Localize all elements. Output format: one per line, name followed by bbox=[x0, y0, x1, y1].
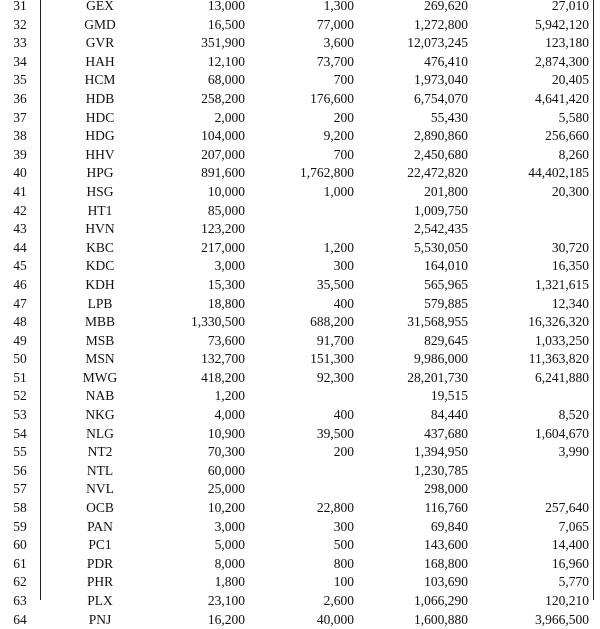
value-col-4 bbox=[471, 462, 592, 481]
ticker-code: NT2 bbox=[87, 444, 113, 460]
value-col-1: 4,000 bbox=[214, 407, 245, 423]
value-col-2: 300 bbox=[333, 518, 354, 534]
value-col-1: 351,900 bbox=[201, 35, 245, 51]
value-col-4: 123,180 bbox=[545, 35, 589, 51]
value-col-2: 100 bbox=[333, 574, 354, 590]
row-number: 64 bbox=[13, 611, 27, 627]
table-right-border bbox=[593, 0, 594, 600]
table-row bbox=[0, 592, 592, 611]
value-col-4: 5,942,120 bbox=[535, 16, 589, 32]
value-col-3: 6,754,070 bbox=[414, 90, 468, 106]
value-col-3: 143,600 bbox=[424, 537, 468, 553]
value-col-3: 28,201,730 bbox=[407, 369, 468, 385]
table-row bbox=[0, 164, 592, 183]
value-col-4: 14,400 bbox=[551, 537, 589, 553]
value-col-4: 256,660 bbox=[545, 128, 589, 144]
value-col-3: 2,450,680 bbox=[414, 146, 468, 162]
ticker-code: HAH bbox=[85, 53, 115, 69]
value-col-4: 1,321,615 bbox=[535, 276, 589, 292]
table-row bbox=[0, 183, 592, 202]
value-col-2: 151,300 bbox=[310, 351, 354, 367]
row-number: 62 bbox=[13, 574, 27, 590]
ticker-code: PLX bbox=[87, 593, 113, 608]
row-number: 55 bbox=[13, 444, 27, 460]
value-col-2 bbox=[248, 220, 357, 239]
value-col-1: 207,000 bbox=[201, 146, 245, 162]
value-col-1: 5,000 bbox=[214, 537, 245, 553]
value-col-2: 91,700 bbox=[316, 332, 354, 348]
value-col-4: 6,241,880 bbox=[535, 369, 589, 385]
value-col-3: 168,800 bbox=[424, 555, 468, 571]
row-number: 51 bbox=[13, 369, 27, 385]
table-row bbox=[0, 313, 592, 332]
value-col-2: 200 bbox=[333, 109, 354, 125]
value-col-1: 70,300 bbox=[207, 444, 245, 460]
value-col-3: 1,600,880 bbox=[414, 611, 468, 627]
value-col-4: 20,405 bbox=[551, 72, 589, 88]
value-col-1: 3,000 bbox=[214, 258, 245, 274]
row-number: 45 bbox=[13, 258, 27, 274]
value-col-3: 31,568,955 bbox=[407, 314, 468, 330]
value-col-3: 476,410 bbox=[424, 53, 468, 69]
row-number: 36 bbox=[13, 90, 27, 106]
row-number: 63 bbox=[13, 593, 27, 608]
value-col-2 bbox=[248, 202, 357, 221]
row-number: 32 bbox=[13, 16, 27, 32]
value-col-3: 12,073,245 bbox=[407, 35, 468, 51]
value-col-3: 19,515 bbox=[430, 388, 468, 404]
table-row bbox=[0, 369, 592, 388]
value-col-3: 437,680 bbox=[424, 425, 468, 441]
value-col-2: 800 bbox=[333, 555, 354, 571]
value-col-3: 84,440 bbox=[430, 407, 468, 423]
value-col-2: 176,600 bbox=[310, 90, 354, 106]
ticker-code: LPB bbox=[87, 295, 113, 311]
value-col-4: 16,350 bbox=[551, 258, 589, 274]
ticker-code: HDG bbox=[85, 128, 115, 144]
row-number: 46 bbox=[13, 276, 27, 292]
value-col-3: 116,760 bbox=[424, 500, 468, 516]
value-col-4 bbox=[471, 387, 592, 406]
row-number: 56 bbox=[13, 462, 27, 478]
table-row bbox=[0, 146, 592, 165]
ticker-code: KBC bbox=[86, 239, 114, 255]
value-col-3: 1,230,785 bbox=[414, 462, 468, 478]
value-col-3: 1,973,040 bbox=[414, 72, 468, 88]
value-col-2 bbox=[248, 462, 357, 481]
value-col-4: 4,641,420 bbox=[535, 90, 589, 106]
value-col-4: 16,960 bbox=[551, 555, 589, 571]
value-col-2: 35,500 bbox=[316, 276, 354, 292]
value-col-4: 44,402,185 bbox=[528, 165, 589, 181]
ticker-code: NKG bbox=[85, 407, 115, 423]
value-col-3: 298,000 bbox=[424, 481, 468, 497]
value-col-1: 15,300 bbox=[207, 276, 245, 292]
value-col-1: 16,200 bbox=[207, 611, 245, 627]
value-col-4: 5,580 bbox=[558, 109, 589, 125]
value-col-1: 25,000 bbox=[207, 481, 245, 497]
value-col-2: 1,300 bbox=[323, 0, 354, 13]
ticker-code: MSN bbox=[85, 351, 115, 367]
value-col-3: 2,890,860 bbox=[414, 128, 468, 144]
row-number: 33 bbox=[13, 35, 27, 51]
value-col-4: 1,604,670 bbox=[535, 425, 589, 441]
value-col-2: 400 bbox=[333, 407, 354, 423]
value-col-3: 164,010 bbox=[424, 258, 468, 274]
row-number: 58 bbox=[13, 500, 27, 516]
value-col-1: 13,000 bbox=[207, 0, 245, 13]
row-number: 54 bbox=[13, 425, 27, 441]
ticker-code: HT1 bbox=[87, 202, 113, 218]
value-col-2: 700 bbox=[333, 72, 354, 88]
table-row bbox=[0, 53, 592, 72]
value-col-4 bbox=[471, 220, 592, 239]
value-col-2 bbox=[248, 480, 357, 499]
row-number: 57 bbox=[13, 481, 27, 497]
ticker-code: HDB bbox=[85, 90, 115, 106]
value-col-2: 1,200 bbox=[323, 239, 354, 255]
value-col-4: 12,340 bbox=[551, 295, 589, 311]
value-col-2: 1,762,800 bbox=[300, 165, 354, 181]
ticker-code: MBB bbox=[84, 314, 115, 330]
value-col-3: 55,430 bbox=[430, 109, 468, 125]
value-col-1: 2,000 bbox=[214, 109, 245, 125]
value-col-3: 1,066,290 bbox=[414, 593, 468, 608]
value-col-3: 22,472,820 bbox=[407, 165, 468, 181]
table-row bbox=[0, 71, 592, 90]
value-col-3: 1,009,750 bbox=[414, 202, 468, 218]
table-row bbox=[0, 555, 592, 574]
ticker-code: HPG bbox=[86, 165, 114, 181]
row-number: 34 bbox=[13, 53, 27, 69]
ticker-code: HSG bbox=[86, 183, 114, 199]
row-number: 40 bbox=[13, 165, 27, 181]
table-row bbox=[0, 16, 592, 35]
table-row bbox=[0, 406, 592, 425]
row-number: 41 bbox=[13, 183, 27, 199]
value-col-1: 891,600 bbox=[201, 165, 245, 181]
value-col-3: 269,620 bbox=[424, 0, 468, 13]
value-col-4: 120,210 bbox=[545, 593, 589, 608]
value-col-2: 3,600 bbox=[323, 35, 354, 51]
row-number: 35 bbox=[13, 72, 27, 88]
row-number: 44 bbox=[13, 239, 27, 255]
value-col-1: 3,000 bbox=[214, 518, 245, 534]
row-number: 31 bbox=[13, 0, 27, 13]
ticker-code: PAN bbox=[87, 518, 113, 534]
table-row bbox=[0, 518, 592, 537]
ticker-code: OCB bbox=[86, 500, 114, 516]
value-col-4: 16,326,320 bbox=[528, 314, 589, 330]
value-col-1: 85,000 bbox=[207, 202, 245, 218]
table-row bbox=[0, 202, 592, 221]
value-col-1: 23,100 bbox=[207, 593, 245, 608]
value-col-2: 200 bbox=[333, 444, 354, 460]
value-col-4: 30,720 bbox=[551, 239, 589, 255]
ticker-code: HDC bbox=[85, 109, 115, 125]
value-col-4 bbox=[471, 480, 592, 499]
value-col-3: 5,530,050 bbox=[414, 239, 468, 255]
ticker-code: PNJ bbox=[88, 611, 112, 627]
value-col-1: 18,800 bbox=[207, 295, 245, 311]
table-row bbox=[0, 239, 592, 258]
value-col-2: 9,200 bbox=[323, 128, 354, 144]
value-col-4: 1,033,250 bbox=[535, 332, 589, 348]
ticker-code: HCM bbox=[84, 72, 116, 88]
value-col-4: 2,874,300 bbox=[535, 53, 589, 69]
value-col-1: 68,000 bbox=[207, 72, 245, 88]
value-col-2: 1,000 bbox=[323, 183, 354, 199]
table-row bbox=[0, 387, 592, 406]
row-number: 61 bbox=[13, 555, 27, 571]
value-col-4: 27,010 bbox=[551, 0, 589, 13]
row-number: 53 bbox=[13, 407, 27, 423]
ticker-code: HVN bbox=[85, 221, 115, 237]
value-col-1: 10,900 bbox=[207, 425, 245, 441]
table-row bbox=[0, 573, 592, 592]
value-col-1: 123,200 bbox=[201, 221, 245, 237]
ticker-code: NLG bbox=[86, 425, 114, 441]
row-number: 38 bbox=[13, 128, 27, 144]
value-col-3: 2,542,435 bbox=[414, 221, 468, 237]
value-col-1: 10,000 bbox=[207, 183, 245, 199]
value-col-3: 1,394,950 bbox=[414, 444, 468, 460]
value-col-2: 73,700 bbox=[316, 53, 354, 69]
ticker-code: NTL bbox=[86, 462, 114, 478]
value-col-1: 258,200 bbox=[201, 90, 245, 106]
value-col-2: 22,800 bbox=[316, 500, 354, 516]
row-number: 47 bbox=[13, 295, 27, 311]
value-col-3: 829,645 bbox=[424, 332, 468, 348]
value-col-3: 201,800 bbox=[424, 183, 468, 199]
value-col-2: 688,200 bbox=[310, 314, 354, 330]
value-col-1: 1,200 bbox=[214, 388, 245, 404]
table-row bbox=[0, 462, 592, 481]
table-row bbox=[0, 34, 592, 53]
value-col-1: 8,000 bbox=[214, 555, 245, 571]
value-col-1: 60,000 bbox=[207, 462, 245, 478]
value-col-1: 10,200 bbox=[207, 500, 245, 516]
ticker-code: GEX bbox=[86, 0, 114, 13]
row-number: 37 bbox=[13, 109, 27, 125]
value-col-1: 16,500 bbox=[207, 16, 245, 32]
value-col-2: 39,500 bbox=[316, 425, 354, 441]
table-row bbox=[0, 0, 592, 16]
ticker-code: MWG bbox=[82, 369, 118, 385]
table-row bbox=[0, 332, 592, 351]
table-row bbox=[0, 499, 592, 518]
row-number: 60 bbox=[13, 537, 27, 553]
ticker-code: PDR bbox=[86, 555, 114, 571]
table-row bbox=[0, 276, 592, 295]
value-col-3: 103,690 bbox=[424, 574, 468, 590]
table-row bbox=[0, 611, 592, 629]
ticker-code: HHV bbox=[85, 146, 115, 162]
table-row bbox=[0, 443, 592, 462]
value-col-1: 73,600 bbox=[207, 332, 245, 348]
value-col-2 bbox=[248, 387, 357, 406]
row-number: 43 bbox=[13, 221, 27, 237]
value-col-4: 3,966,500 bbox=[535, 611, 589, 627]
value-col-3: 1,272,800 bbox=[414, 16, 468, 32]
value-col-1: 217,000 bbox=[201, 239, 245, 255]
row-number: 49 bbox=[13, 332, 27, 348]
value-col-3: 9,986,000 bbox=[414, 351, 468, 367]
value-col-4: 11,363,820 bbox=[528, 351, 589, 367]
row-number: 48 bbox=[13, 314, 27, 330]
value-col-1: 418,200 bbox=[201, 369, 245, 385]
value-col-4: 8,520 bbox=[558, 407, 589, 423]
value-col-2: 2,600 bbox=[323, 593, 354, 608]
value-col-1: 132,700 bbox=[201, 351, 245, 367]
value-col-1: 1,330,500 bbox=[191, 314, 245, 330]
table-row bbox=[0, 127, 592, 146]
value-col-2: 500 bbox=[333, 537, 354, 553]
row-number: 59 bbox=[13, 518, 27, 534]
table-row bbox=[0, 90, 592, 109]
table-row bbox=[0, 295, 592, 314]
value-col-2: 92,300 bbox=[316, 369, 354, 385]
table-row bbox=[0, 536, 592, 555]
table-row bbox=[0, 220, 592, 239]
table-row bbox=[0, 425, 592, 444]
ticker-code: NVL bbox=[86, 481, 114, 497]
table-row bbox=[0, 480, 592, 499]
value-col-4: 20,300 bbox=[551, 183, 589, 199]
ticker-code: KDH bbox=[85, 276, 115, 292]
value-col-3: 579,885 bbox=[424, 295, 468, 311]
ticker-code: GMD bbox=[84, 16, 116, 32]
ticker-code: GVR bbox=[85, 35, 115, 51]
value-col-2: 400 bbox=[333, 295, 354, 311]
ticker-code: KDC bbox=[85, 258, 115, 274]
ticker-code: MSB bbox=[85, 332, 115, 348]
value-col-4 bbox=[471, 202, 592, 221]
value-col-2: 77,000 bbox=[316, 16, 354, 32]
row-number: 50 bbox=[13, 351, 27, 367]
value-col-4: 5,770 bbox=[558, 574, 589, 590]
value-col-1: 1,800 bbox=[214, 574, 245, 590]
value-col-2: 300 bbox=[333, 258, 354, 274]
value-col-4: 3,990 bbox=[558, 444, 589, 460]
value-col-3: 69,840 bbox=[430, 518, 468, 534]
value-col-4: 7,065 bbox=[558, 518, 589, 534]
column-divider bbox=[40, 0, 41, 600]
ticker-code: NAB bbox=[85, 388, 115, 404]
value-col-4: 257,640 bbox=[545, 500, 589, 516]
ticker-code: PHR bbox=[86, 574, 114, 590]
value-col-2: 40,000 bbox=[316, 611, 354, 627]
row-number: 52 bbox=[13, 388, 27, 404]
value-col-1: 104,000 bbox=[201, 128, 245, 144]
row-number: 39 bbox=[13, 146, 27, 162]
table-row bbox=[0, 109, 592, 128]
ticker-code: PC1 bbox=[88, 537, 112, 553]
value-col-3: 565,965 bbox=[424, 276, 468, 292]
value-col-4: 8,260 bbox=[558, 146, 589, 162]
table-row bbox=[0, 350, 592, 369]
value-col-2: 700 bbox=[333, 146, 354, 162]
value-col-1: 12,100 bbox=[207, 53, 245, 69]
table-row bbox=[0, 257, 592, 276]
row-number: 42 bbox=[13, 202, 27, 218]
